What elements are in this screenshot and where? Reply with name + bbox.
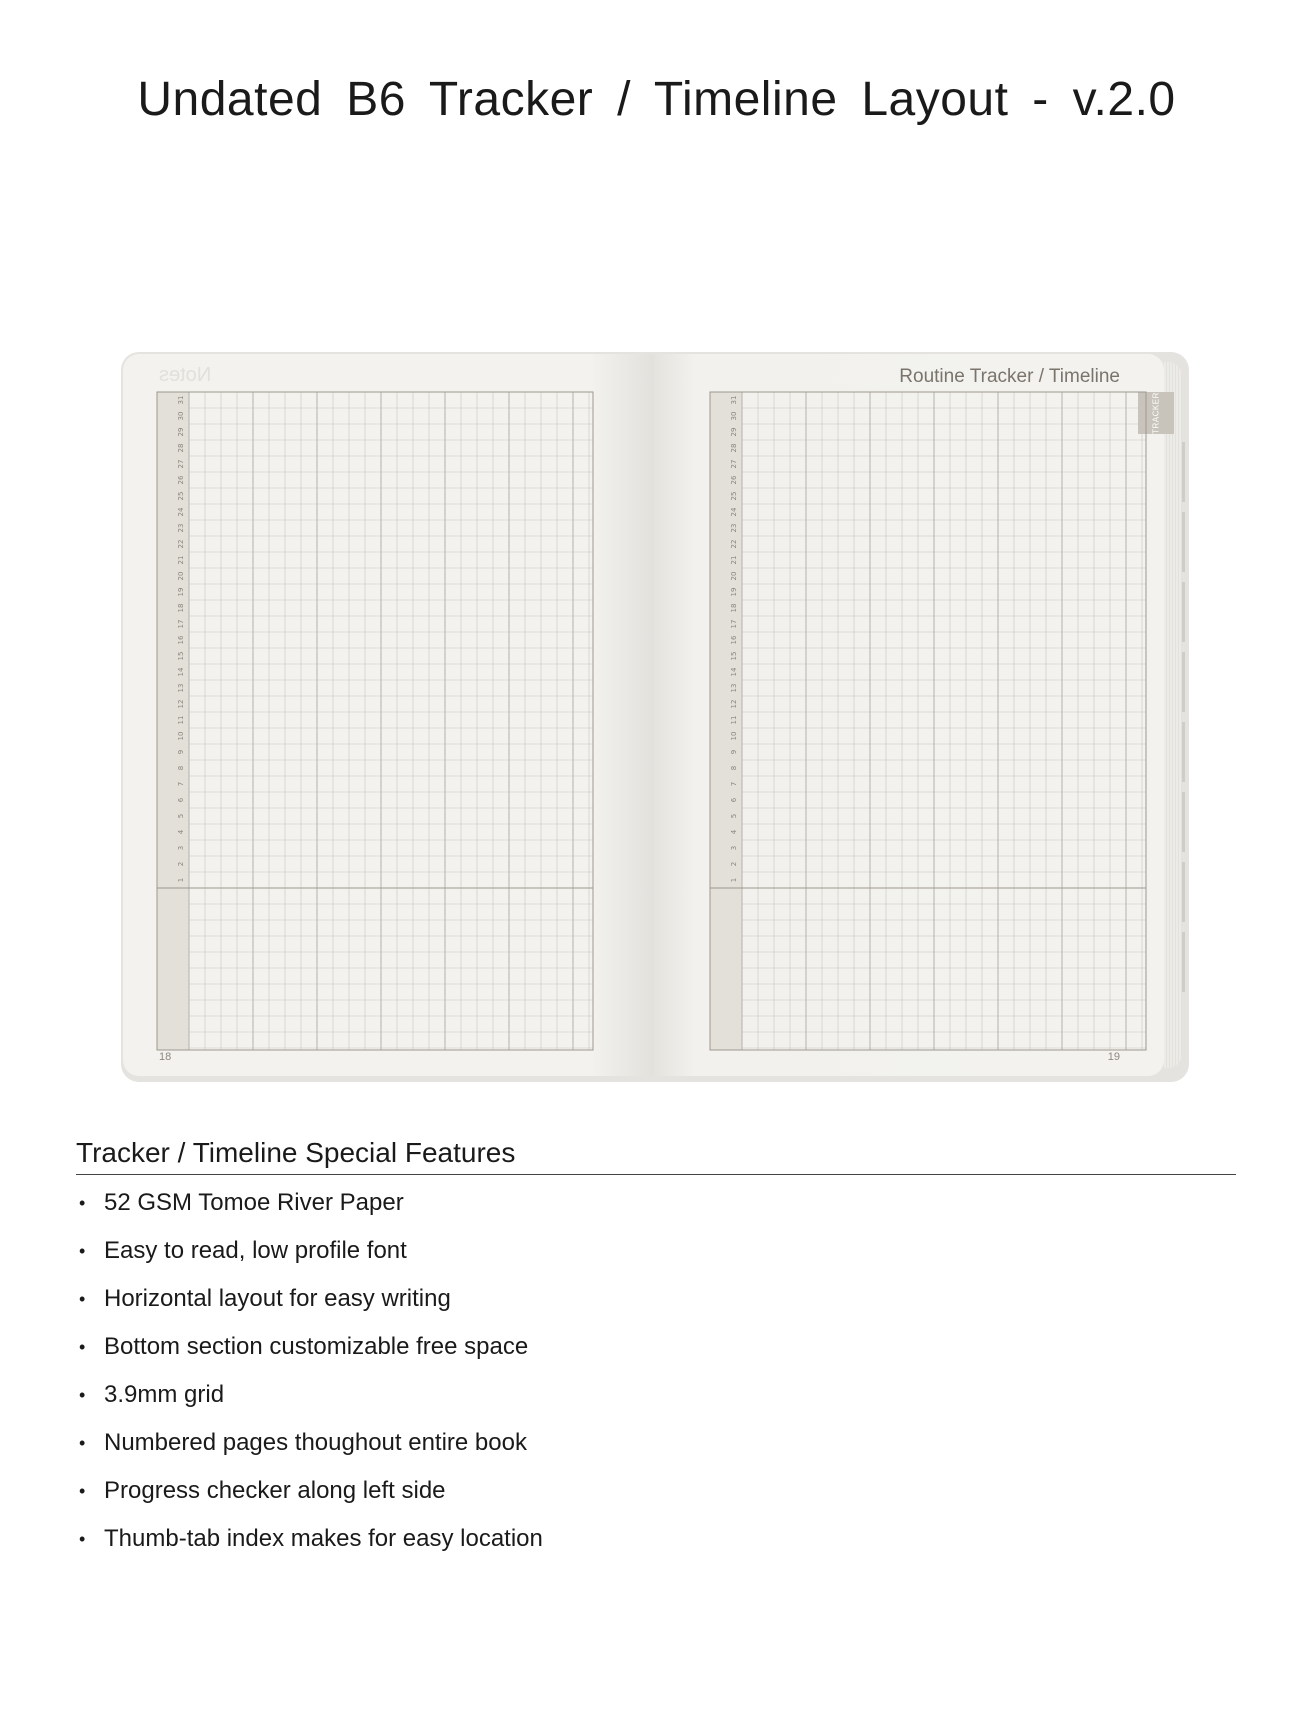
day-label: 2 [177, 861, 185, 867]
day-label: 14 [730, 667, 738, 677]
day-label: 26 [730, 475, 738, 485]
day-label: 4 [177, 829, 185, 835]
day-label: 13 [730, 683, 738, 693]
day-label: 14 [177, 667, 185, 677]
day-label: 13 [177, 683, 185, 693]
feature-item: • 3.9mm grid [76, 1380, 543, 1428]
day-label: 31 [730, 395, 738, 405]
day-label: 27 [730, 459, 738, 469]
day-label: 25 [730, 491, 738, 501]
day-label: 18 [730, 603, 738, 613]
page-number-right: 19 [1107, 1051, 1120, 1063]
feature-item: • Progress checker along left side [76, 1476, 543, 1524]
day-label: 3 [730, 845, 738, 851]
day-label: 12 [730, 699, 738, 709]
day-label: 30 [177, 411, 185, 421]
day-label: 28 [177, 443, 185, 453]
day-label: 6 [730, 797, 738, 803]
day-label: 24 [730, 507, 738, 517]
day-label: 6 [177, 797, 185, 803]
day-label: 4 [730, 829, 738, 835]
day-label: 1 [177, 877, 185, 883]
grid-border [710, 392, 1146, 1050]
page-title: Undated B6 Tracker / Timeline Layout - v.2.0 [137, 73, 1176, 126]
day-label: 20 [730, 571, 738, 581]
feature-item: • 52 GSM Tomoe River Paper [76, 1188, 543, 1236]
day-label: 20 [177, 571, 185, 581]
day-label: 19 [177, 587, 185, 597]
day-label: 29 [730, 427, 738, 437]
day-label: 17 [730, 619, 738, 629]
day-label: 15 [730, 651, 738, 661]
feature-item: • Numbered pages thoughout entire book [76, 1428, 543, 1476]
day-label: 10 [177, 731, 185, 741]
day-label: 8 [730, 765, 738, 771]
feature-item: • Thumb-tab index makes for easy location [76, 1524, 543, 1572]
day-label: 21 [730, 555, 738, 565]
day-label: 23 [177, 523, 185, 533]
tracker-grid-right [121, 352, 1189, 1082]
routine-tracker-title: Routine Tracker / Timeline [899, 366, 1120, 387]
day-label: 18 [177, 603, 185, 613]
day-label: 17 [177, 619, 185, 629]
day-label: 22 [177, 539, 185, 549]
day-label: 7 [730, 781, 738, 787]
feature-item: • Easy to read, low profile font [76, 1236, 543, 1284]
day-label: 28 [730, 443, 738, 453]
day-label: 23 [730, 523, 738, 533]
day-label: 19 [730, 587, 738, 597]
day-label: 27 [177, 459, 185, 469]
tracker-tab-label: TRACKER [1151, 392, 1161, 434]
day-label: 21 [177, 555, 185, 565]
day-label: 30 [730, 411, 738, 421]
day-label: 5 [177, 813, 185, 819]
feature-list [76, 1188, 543, 1572]
day-label: 15 [177, 651, 185, 661]
day-label: 9 [177, 749, 185, 755]
day-label: 11 [730, 715, 738, 725]
day-label: 9 [730, 749, 738, 755]
feature-item: • Horizontal layout for easy writing [76, 1284, 543, 1332]
day-label: 8 [177, 765, 185, 771]
page-number-left: 18 [159, 1051, 172, 1063]
day-label: 22 [730, 539, 738, 549]
day-label: 11 [177, 715, 185, 725]
day-label: 26 [177, 475, 185, 485]
day-label: 31 [177, 395, 185, 405]
day-label: 24 [177, 507, 185, 517]
day-label: 10 [730, 731, 738, 741]
day-label: 7 [177, 781, 185, 787]
day-label: 16 [177, 635, 185, 645]
day-label: 1 [730, 877, 738, 883]
feature-item: • Bottom section customizable free space [76, 1332, 543, 1380]
day-label: 12 [177, 699, 185, 709]
day-label: 25 [177, 491, 185, 501]
notes-header-mirrored: Notes [159, 364, 212, 386]
progress-checker-column [710, 392, 726, 1050]
features-heading: Tracker / Timeline Special Features [76, 1137, 1236, 1175]
day-label: 3 [177, 845, 185, 851]
day-label: 2 [730, 861, 738, 867]
notebook-spread-image [121, 352, 1189, 1082]
day-label: 29 [177, 427, 185, 437]
day-label: 5 [730, 813, 738, 819]
day-label: 16 [730, 635, 738, 645]
